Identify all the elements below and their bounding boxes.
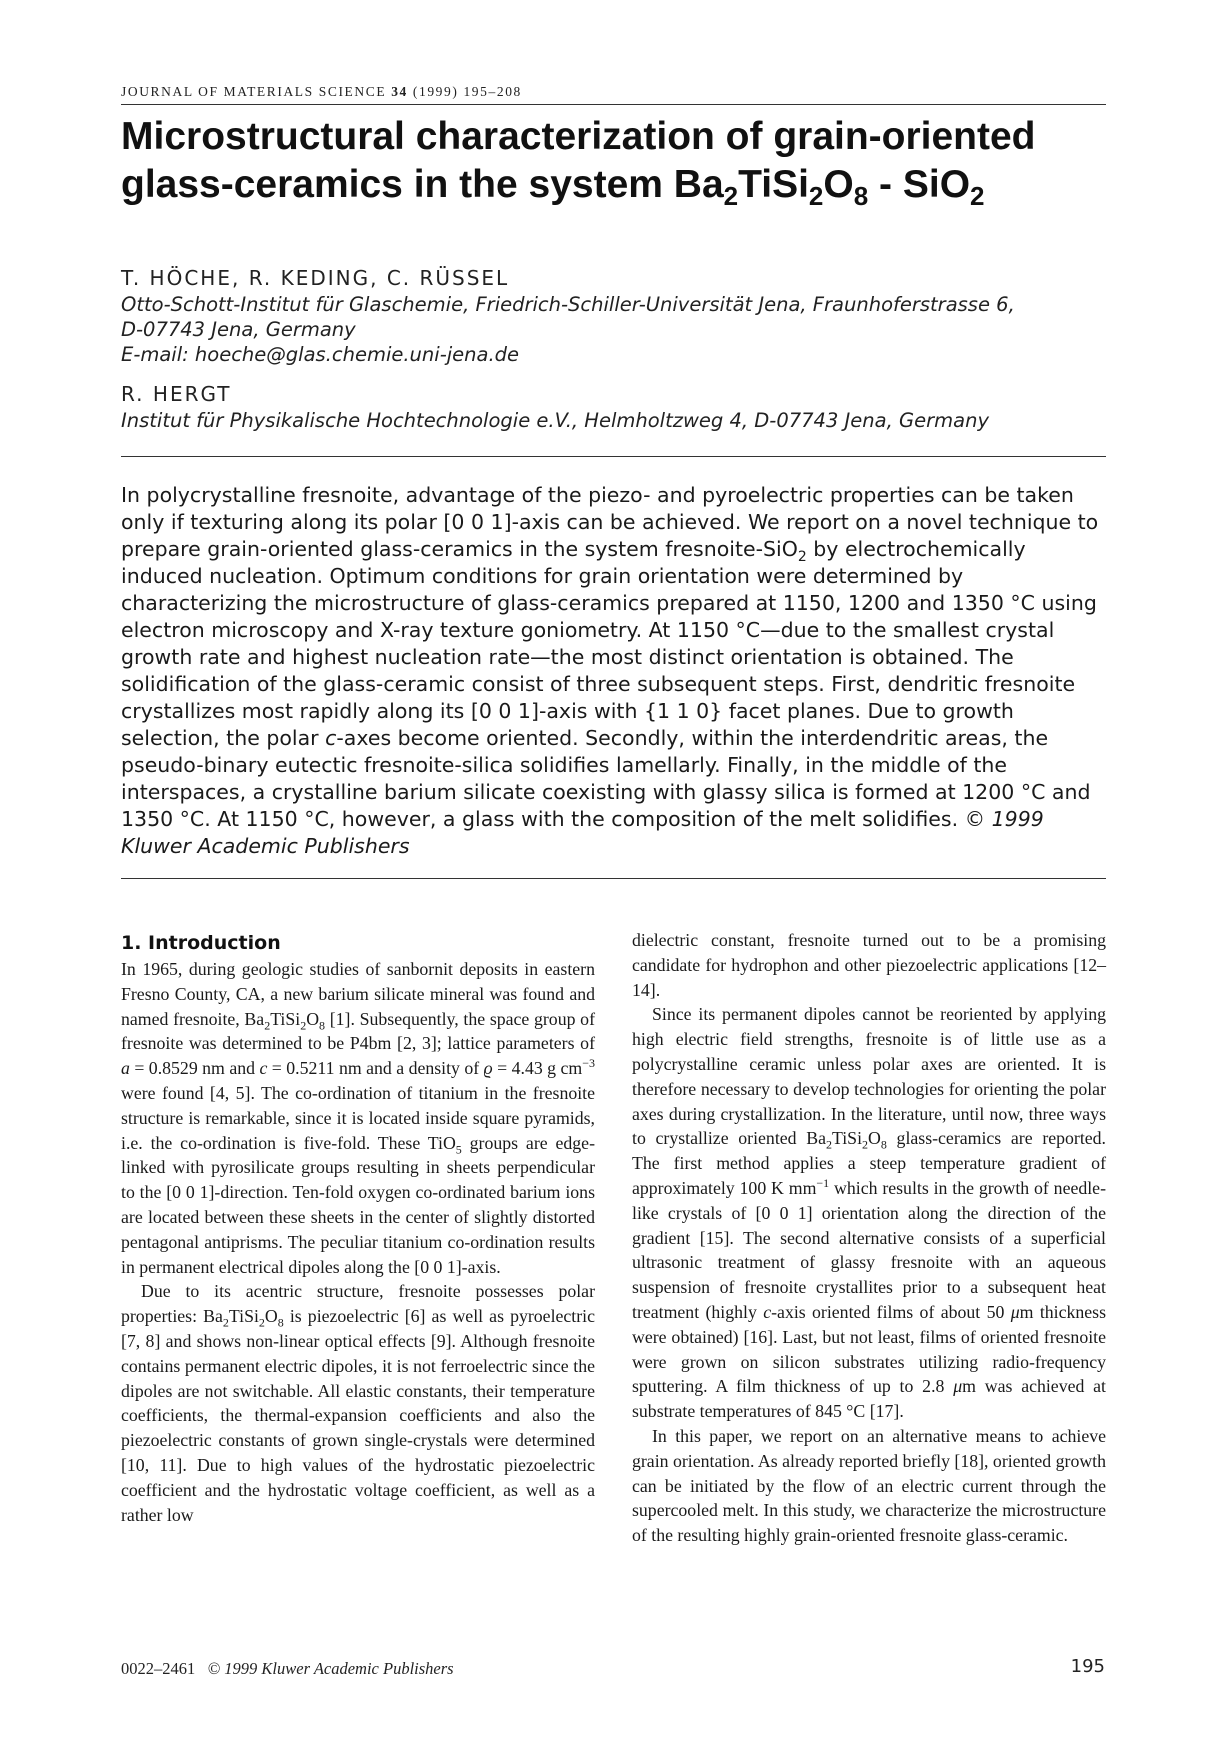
intro-paragraph-5: In this paper, we report on an alternative means to achieve grain orientation. As already reported briefly [18], oriented growth can be initiated by the flow of an electric current through the supercooled melt. In this study, we characterize the microstructure of the resulting highly grain-oriented fresnoite glass-ceramic.	[632, 1425, 1107, 1546]
abstract-top-rule	[121, 456, 1106, 457]
author-email: E-mail: hoeche@glas.chemie.uni-jena.de	[121, 343, 520, 366]
journal-volume: 34	[391, 84, 408, 99]
left-column	[121, 930, 595, 1527]
section-heading: 1. Introduction	[121, 932, 281, 954]
title-line-1: Microstructural characterization of grain-oriented	[121, 115, 1036, 158]
affiliation-2: Institut für Physikalische Hochtechnologie e.V., Helmholtzweg 4, D-07743 Jena, Germany	[121, 409, 989, 432]
right-column	[632, 928, 1106, 1548]
abstract: In polycrystalline fresnoite, advantage of the piezo- and pyroelectric properties can be taken only if texturing along its polar [0 0 1]-axis can be achieved. We report on a novel technique to prepare grain-oriented glass-ceramics in the system fresnoite-SiO$_2$ by electrochemically induced nucleation. Optimum conditions for grain orientation were determined by characterizing the microstructure of glass-ceramics prepared at 1150, 1200 and 1350 °C using electron microscopy and X-ray texture goniometry. At 1150 °C—due to the smallest crystal growth rate and highest nucleation rate—the most distinct orientation is obtained. The solidification of the glass-ceramic consist of three subsequent steps. First, dendritic fresnoite crystallizes most rapidly along its [0 0 1]-axis with {1 1 0} facet planes. Due to growth selection, the polar c-axes become oriented. Secondly, within the interdendritic areas, the pseudo-binary eutectic fresnoite-silica solidifies lamellarly. Finally, in the middle of the interspaces, a crystalline barium silicate coexisting with glassy silica is formed at 1200 °C and 1350 °C. At 1150 °C, however, a glass with the composition of the melt solidifies. © 1999 Kluwer Academic Publishers	[121, 483, 1099, 858]
intro-paragraph-4: Since its permanent dipoles cannot be reoriented by applying high electric field strengths, fresnoite is of little use as a polycrystalline ceramic unless polar axes are oriented. It is therefore necessary to develop technologies for orienting the polar axes during crystallization. In the literature, until now, three ways to crystallize oriented $Ba_2TiSi_2O_8$ glass-ceramics are reported. The first method applies a steep temperature gradient of approximately 100 K $mm^{-1}$ which results in the growth of needle-like crystals of [0 0 1] orientation along the direction of the gradient [15]. The second alternative consists of a superficial ultrasonic treatment of glassy fresnoite with an aqueous suspension of fresnoite crystallites prior to a subsequent heat treatment (highly c-axis oriented films of about 50 μm thickness were obtained) [16]. Last, but not least, films of oriented fresnoite were grown on silicon substrates utilizing radio-frequency sputtering. A film thickness of up to 2.8 μm was achieved at substrate temperatures of 845 °C [17].	[632, 1004, 1106, 1422]
affiliation-1: Otto-Schott-Institut für Glaschemie, Friedrich-Schiller-Universität Jena, Fraunhoferstrasse 6, D-07743 Jena, Germany E-mail: hoeche@glas.chemie.uni-jena.de	[121, 292, 1111, 367]
intro-paragraph-3: dielectric constant, fresnoite turned out to be a promising candidate for hydrophon and other piezoelectric applications [12–14].	[632, 930, 1106, 1000]
abstract-bottom-rule	[121, 878, 1106, 879]
header-rule	[121, 104, 1106, 105]
issn: 0022–2461	[121, 1659, 196, 1678]
footer-copyright: © 1999 Kluwer Academic Publishers	[207, 1659, 454, 1678]
author-group-1: T. HÖCHE, R. KEDING, C. RÜSSEL	[121, 266, 510, 290]
title-line-2: glass-ceramics in the system Ba	[121, 163, 724, 206]
journal-name: JOURNAL OF MATERIALS SCIENCE	[121, 84, 387, 99]
intro-paragraph-1: In 1965, during geologic studies of sanbornit deposits in eastern Fresno County, CA, a new barium silicate mineral was found and named fresnoite, $Ba_2TiSi_2O_8$ [1]. Subsequently, the space group of fresnoite was determined to be P4bm [2, 3]; lattice parameters of a = 0.8529 nm and c = 0.5211 nm and a density of ϱ = 4.43 g $cm^{-3}$ were found [4, 5]. The co-ordination of titanium in the fresnoite structure is remarkable, since it is located inside square pyramids, i.e. the co-ordination is five-fold. These TiO$_5$ groups are edge-linked with pyrosilicate groups resulting in sheets perpendicular to the [0 0 1]-direction. Ten-fold oxygen co-ordinated barium ions are located between these sheets in the center of slightly distorted pentagonal antiprisms. The peculiar titanium co-ordination results in permanent electrical dipoles along the [0 0 1]-axis.	[121, 959, 596, 1277]
page-number: 195	[1070, 1656, 1105, 1677]
footer-left	[121, 1659, 454, 1679]
journal-year-pages: (1999) 195–208	[412, 84, 522, 99]
author-group-2: R. HERGT	[121, 382, 232, 406]
intro-paragraph-2: Due to its acentric structure, fresnoite possesses polar properties: $Ba_2TiSi_2O_8$ is piezoelectric [6] as well as pyroelectric [7, 8] and shows non-linear optical effects [9]. Although fresnoite contains permanent electric dipoles, it is not ferroelectric since the dipoles are not switchable. All elastic constants, their temperature coefficients, the thermal-expansion coefficients and also the piezoelectric constants of grown single-crystals were determined [10, 11]. Due to high values of the hydrostatic piezoelectric coefficient and the hydrostatic voltage coefficient, as well as a rather low	[121, 1281, 595, 1525]
paper-title: Microstructural characterization of grain-oriented glass-ceramics in the system $Ba_2TiSi_2O_8 - SiO_2$	[121, 115, 1036, 211]
journal-header	[121, 84, 522, 100]
